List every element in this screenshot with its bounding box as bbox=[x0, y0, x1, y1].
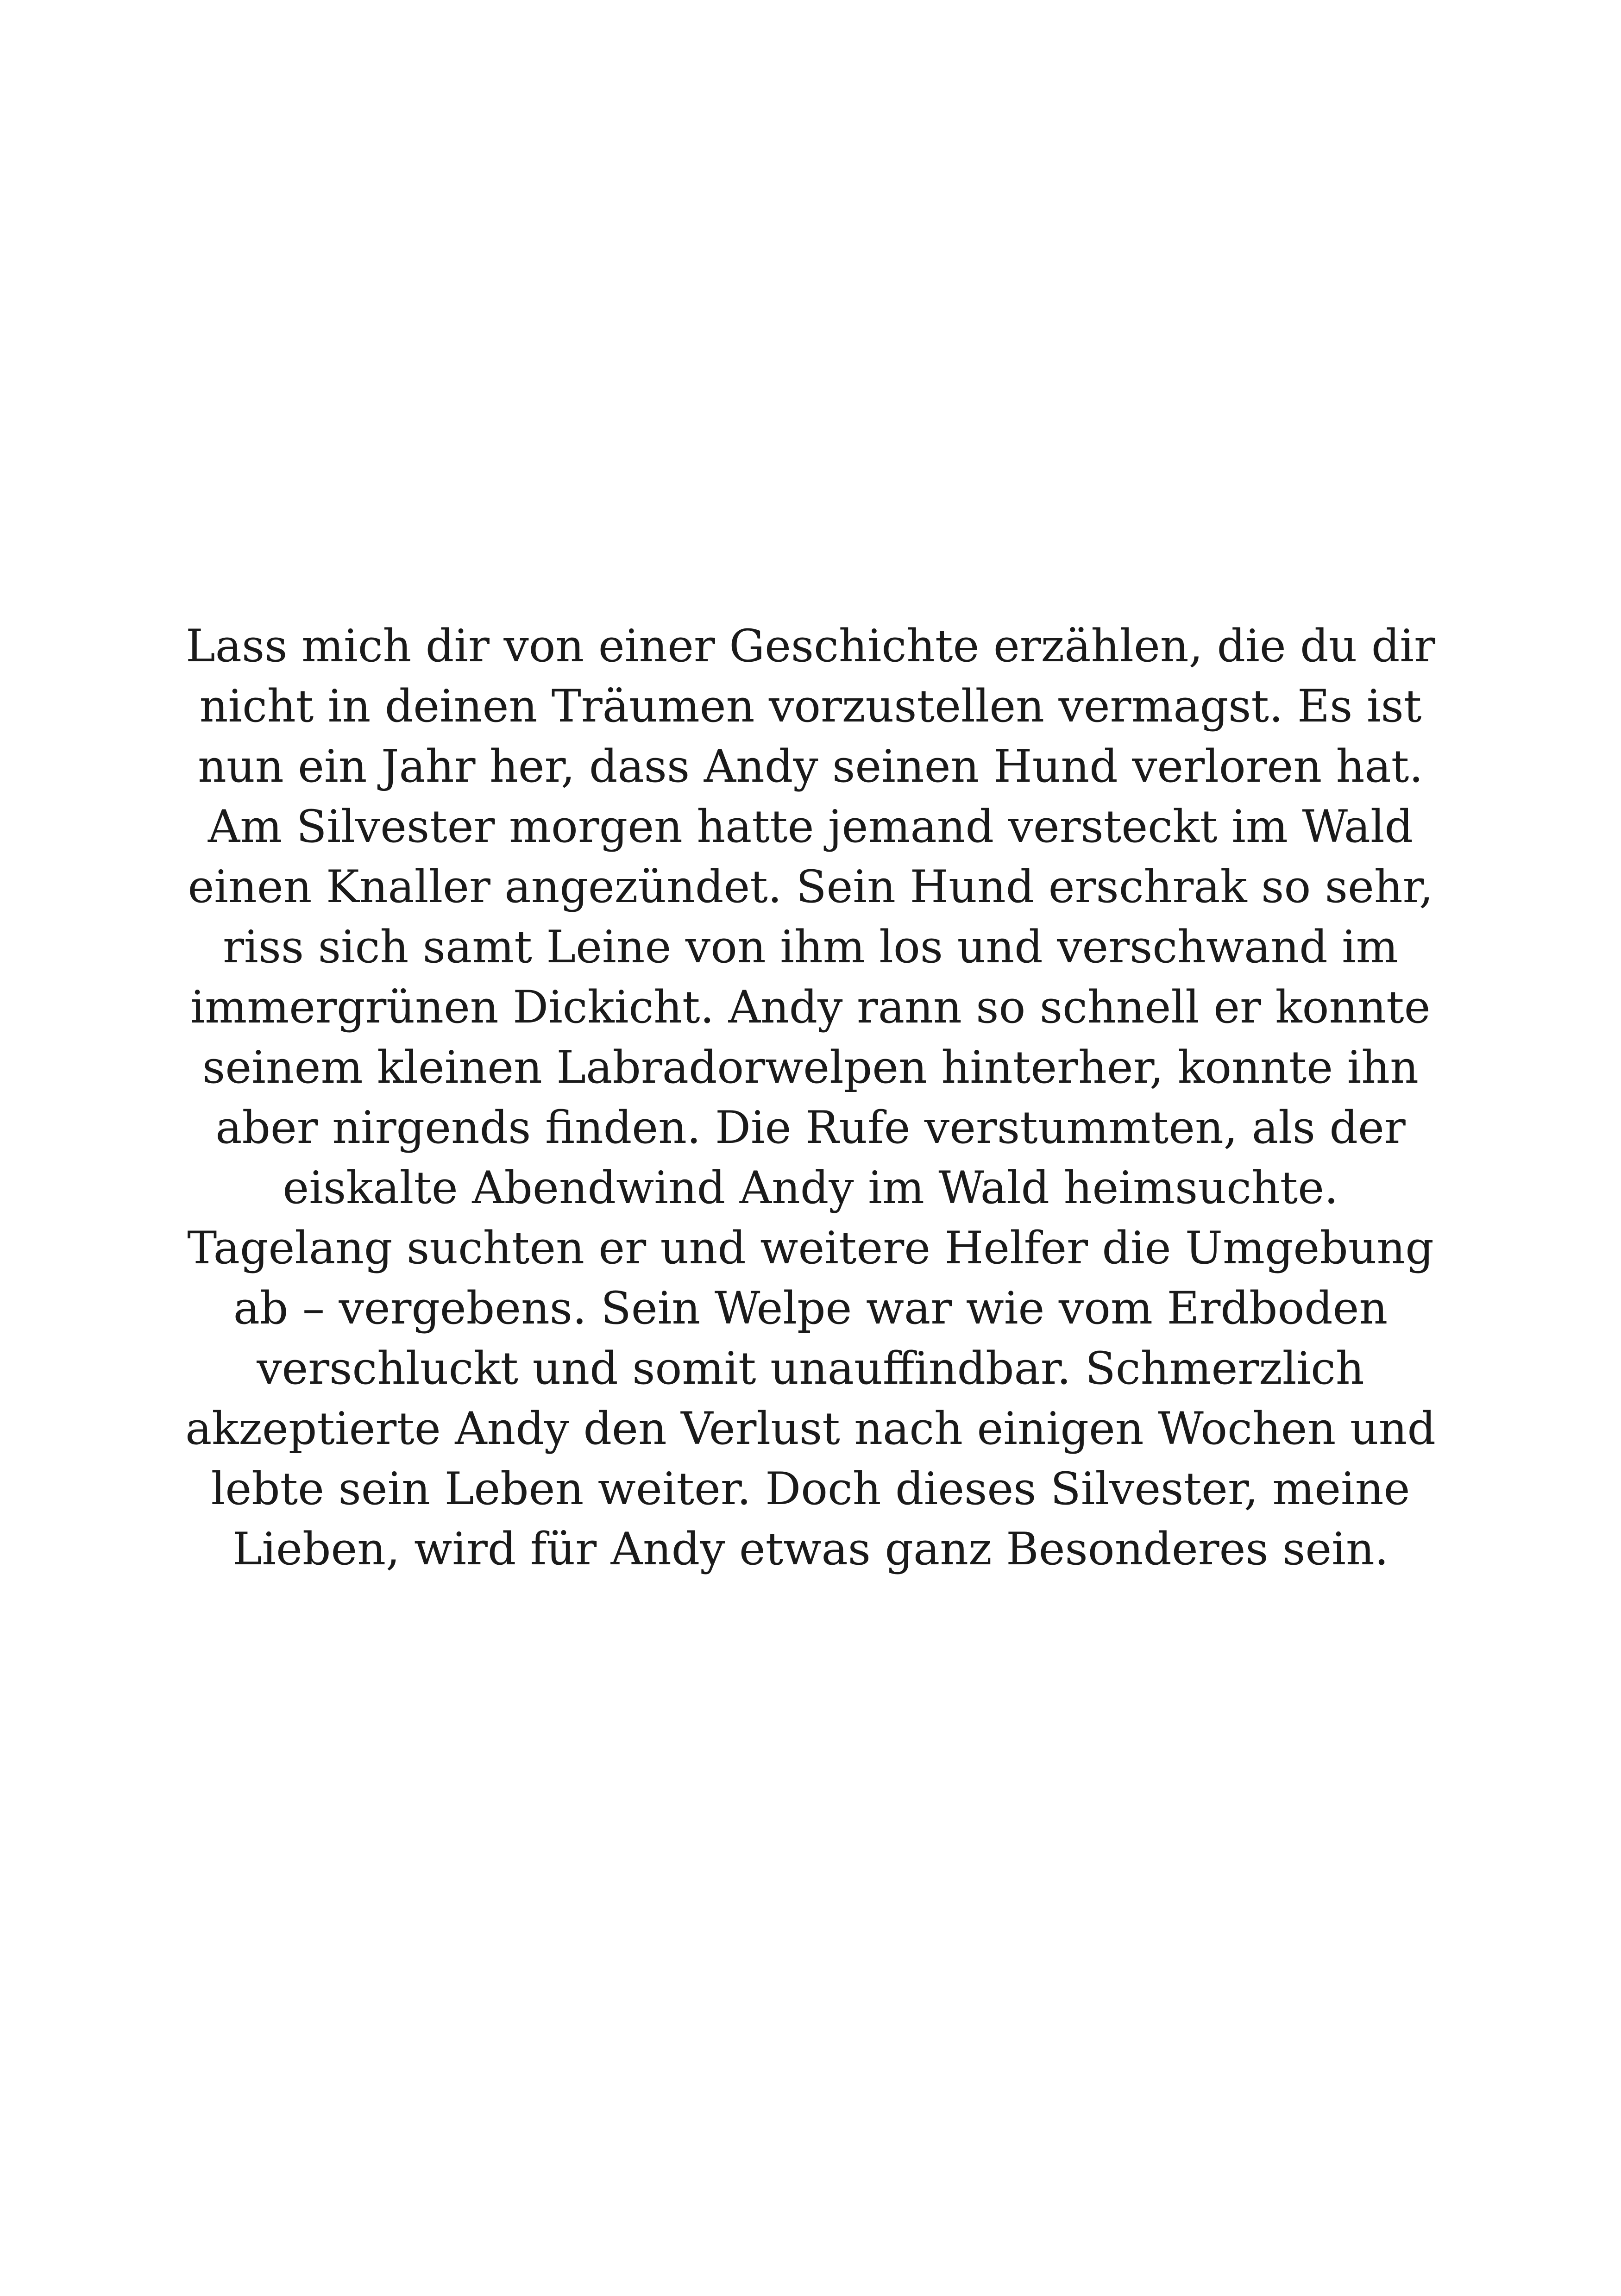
story-line: immergrünen Dickicht. Andy rann so schnell er konnte bbox=[190, 981, 1431, 1033]
story-line: verschluckt und somit unauffindbar. Schmerzlich bbox=[257, 1342, 1364, 1394]
story-line: Lass mich dir von einer Geschichte erzählen, die du dir bbox=[186, 620, 1435, 672]
story-line: ab – vergebens. Sein Welpe war wie vom Erdboden bbox=[233, 1282, 1388, 1334]
story-line: seinem kleinen Labradorwelpen hinterher, konnte ihn bbox=[202, 1041, 1419, 1093]
story-line: eiskalte Abendwind Andy im Wald heimsuchte. bbox=[283, 1162, 1338, 1214]
story-line: Lieben, wird für Andy etwas ganz Besonderes sein. bbox=[232, 1523, 1389, 1575]
story-line: einen Knaller angezündet. Sein Hund erschrak so sehr, bbox=[188, 861, 1433, 913]
story-line: nicht in deinen Träumen vorzustellen vermagst. Es ist bbox=[199, 680, 1422, 732]
story-line: riss sich samt Leine von ihm los und verschwand im bbox=[223, 921, 1398, 973]
story-line: akzeptierte Andy den Verlust nach einigen Wochen und bbox=[185, 1403, 1436, 1455]
story-line: Am Silvester morgen hatte jemand versteckt im Wald bbox=[207, 801, 1414, 853]
story-line: Tagelang suchten er und weitere Helfer die Umgebung bbox=[187, 1222, 1434, 1274]
story-paragraph bbox=[162, 616, 1459, 1579]
story-line: aber nirgends finden. Die Rufe verstummten, als der bbox=[215, 1102, 1406, 1154]
story-line: lebte sein Leben weiter. Doch dieses Silvester, meine bbox=[211, 1463, 1410, 1515]
story-line: nun ein Jahr her, dass Andy seinen Hund verloren hat. bbox=[198, 740, 1423, 792]
